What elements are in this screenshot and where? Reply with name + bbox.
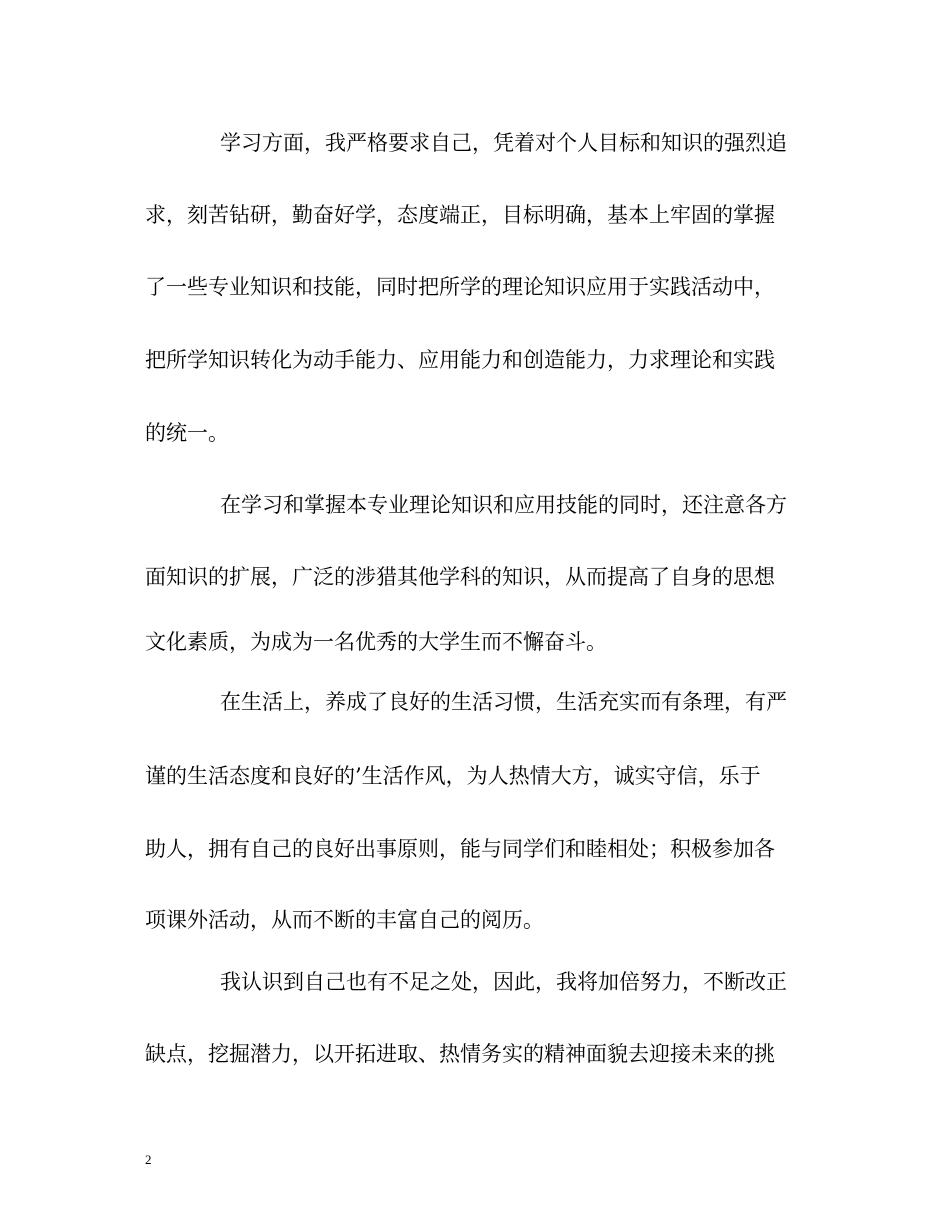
paragraph-2-line-3: 文化素质，为成为一名优秀的大学生而不懈奋斗。 xyxy=(145,630,607,654)
paragraph-4-line-1: 我认识到自己也有不足之处，因此，我将加倍努力，不断改正 xyxy=(220,970,787,994)
paragraph-1-line-4: 把所学知识转化为动手能力、应用能力和创造能力，力求理论和实践 xyxy=(145,348,775,372)
paragraph-4-line-2: 缺点，挖掘潜力，以开拓进取、热情务实的精神面貌去迎接未来的挑 xyxy=(145,1042,775,1066)
page-number: 2 xyxy=(145,1152,152,1167)
paragraph-1-line-3: 了一些专业知识和技能，同时把所学的理论知识应用于实践活动中， xyxy=(145,275,775,299)
paragraph-1-line-5: 的统一。 xyxy=(145,421,229,445)
paragraph-1-line-2: 求，刻苦钻研，勤奋好学，态度端正，目标明确，基本上牢固的掌握 xyxy=(145,203,775,227)
paragraph-3-line-2: 谨的生活态度和良好的’生活作风，为人热情大方，诚实守信，乐于 xyxy=(145,764,761,788)
paragraph-3-line-1: 在生活上，养成了良好的生活习惯，生活充实而有条理，有严 xyxy=(220,690,787,714)
paragraph-3-line-4: 项课外活动，从而不断的丰富自己的阅历。 xyxy=(145,908,544,932)
paragraph-1-line-1: 学习方面，我严格要求自己，凭着对个人目标和知识的强烈追 xyxy=(220,131,787,155)
paragraph-3-line-3: 助人，拥有自己的良好出事原则，能与同学们和睦相处；积极参加各 xyxy=(145,837,775,861)
paragraph-2-line-1: 在学习和掌握本专业理论知识和应用技能的同时，还注意各方 xyxy=(220,493,787,517)
paragraph-2-line-2: 面知识的扩展，广泛的涉猎其他学科的知识，从而提高了自身的思想 xyxy=(145,565,775,589)
